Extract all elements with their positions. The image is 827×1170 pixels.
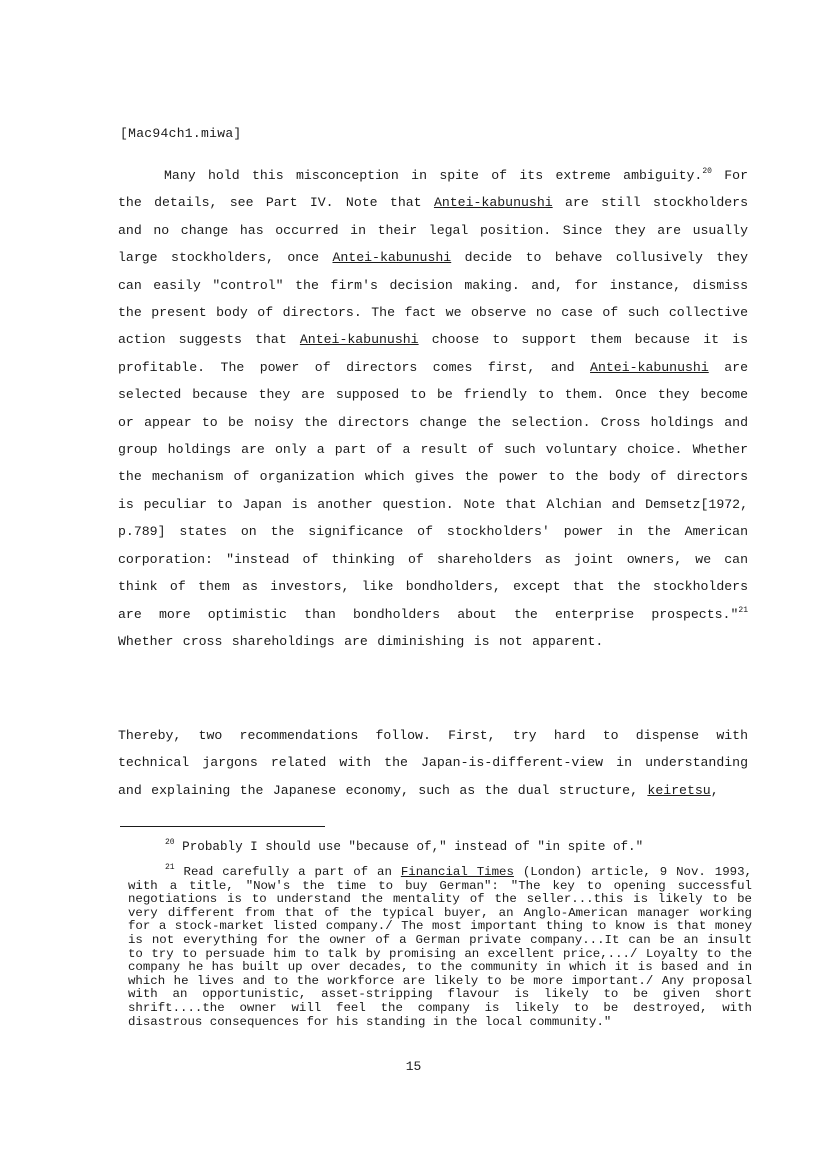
footnote-indent — [128, 865, 165, 879]
footnote-20 — [165, 839, 750, 855]
paragraph-1-text-2: For the details, see Part IV. Note that — [118, 168, 748, 211]
page-number: 15 — [405, 1059, 422, 1074]
footnote-21 — [128, 863, 752, 1029]
term-antei-kabunushi: Antei-kabunushi — [332, 250, 452, 266]
paragraph-1-text-4: decide to behave collusively they can easily "control" the firm's decision making. and, for instance, dismiss the present body of directors. The fact we observe no case of such collective action suggests that — [118, 250, 748, 348]
term-keiretsu: keiretsu — [647, 782, 711, 798]
paragraph-1-text-3: are still stockholders and no change has occurred in their legal position. Since they are usually large stockholders, once — [118, 195, 748, 266]
file-label: [Mac94ch1.miwa] — [120, 126, 242, 141]
paragraph-2 — [118, 722, 748, 804]
footnote-ref-20: 20 — [702, 167, 712, 176]
paragraph-1 — [118, 162, 748, 655]
paragraph-1-text-5: choose to support them because it is profitable. The power of directors comes first, and — [118, 332, 748, 375]
term-antei-kabunushi: Antei-kabunushi — [590, 359, 709, 375]
term-antei-kabunushi: Antei-kabunushi — [433, 195, 553, 211]
paragraph-2-text-2: , — [710, 782, 719, 798]
footnote-21-number: 21 — [165, 863, 175, 872]
paragraph-1-text-1: Many hold this misconception in spite of its extreme ambiguity. — [164, 168, 703, 183]
footnote-separator — [120, 826, 325, 827]
footnote-20-text: Probably I should use "because of," instead of "in spite of." — [174, 840, 644, 854]
paragraph-2-text-1: Thereby, two recommendations follow. First, try hard to dispense with technical jargons related with the Japan-is-different-view in understanding and explaining the Japanese economy, such as the dual structure, — [118, 728, 748, 798]
term-antei-kabunushi: Antei-kabunushi — [299, 332, 419, 348]
paragraph-1-text-7: Whether cross shareholdings are diminishing is not apparent. — [118, 633, 604, 649]
footnote-21-text-2: (London) article, 9 Nov. 1993, with a title, "Now's the time to buy German": "The key to opening successful negotiations is to understand the mentality of the seller...this is likely to be very different from that of the typical buyer, an Anglo-American manager working for a stock-market listed company./ The most important thing to know is that money is not everything for the owner of a German private company...It can be an insult to try to persuade him to talk by promising an excellent price,.../ Loyalty to the company he has built up over decades, to the community in which it is based and in which he lives and to the workforce are likely to be more important./ Any proposal with an opportunistic, asset-stripping flavour is likely to be given short shrift....the owner will feel the company is likely to be destroyed, with disastrous consequences for his standing in the local community." — [128, 865, 752, 1029]
term-financial-times: Financial Times — [400, 865, 514, 879]
paragraph-1-text-6: are selected because they are supposed to be friendly to them. Once they become or appear to be noisy the directors change the selection. Cross holdings and group holdings are only a part of a result of such voluntary choice. Whether the mechanism of organization which gives the power to the body of directors is peculiar to Japan is another question. Note that Alchian and Demsetz[1972, p.789] states on the significance of stockholders' power in the American corporation: "instead of thinking of shareholders as joint owners, we can think of them as investors, like bondholders, except that the stockholders are more optimistic than bondholders about the enterprise prospects." — [118, 359, 748, 622]
footnote-21-text-1: Read carefully a part of an — [174, 865, 401, 879]
footnote-ref-21: 21 — [738, 605, 748, 615]
paragraph-indent — [118, 168, 164, 183]
footnote-20-number: 20 — [165, 838, 175, 847]
